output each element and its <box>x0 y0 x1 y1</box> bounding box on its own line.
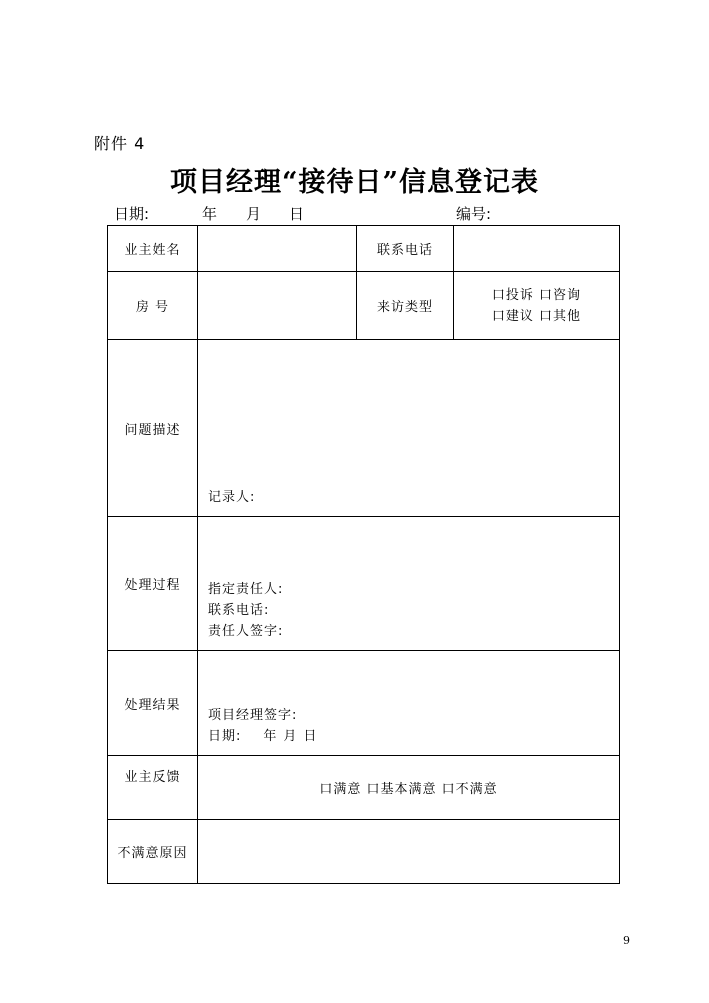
row-process <box>108 517 620 651</box>
result-day: 日 <box>303 729 318 744</box>
row-owner <box>108 226 620 272</box>
registration-form-table <box>107 225 620 884</box>
row-issue <box>108 340 620 517</box>
responsible-sign-label: 责任人签字: <box>208 624 284 639</box>
room-number-label: 房 号 <box>108 272 198 340</box>
process-phone-label: 联系电话: <box>208 603 270 618</box>
attachment-label: 附件 4 <box>94 134 146 153</box>
page-title: 项目经理“接待日”信息登记表 <box>169 167 540 198</box>
visit-type-options-line1[interactable]: 口投诉 口咨询 <box>491 287 582 303</box>
row-dissatisfaction <box>108 820 620 884</box>
assignee-label: 指定责任人: <box>208 582 284 597</box>
header-day: 日 <box>289 205 305 223</box>
pm-sign-label: 项目经理签字: <box>208 708 298 723</box>
feedback-options[interactable]: 口满意 口基本满意 口不满意 <box>198 756 620 820</box>
header-year: 年 <box>202 205 218 223</box>
row-feedback <box>108 756 620 820</box>
row-room <box>108 272 620 340</box>
result-field[interactable] <box>198 651 620 756</box>
issue-description-field[interactable] <box>198 340 620 517</box>
result-date-line <box>208 726 619 747</box>
contact-phone-label: 联系电话 <box>357 226 454 272</box>
visit-type-options-line2[interactable]: 口建议 口其他 <box>491 308 582 324</box>
result-year: 年 <box>263 729 278 744</box>
contact-phone-field[interactable] <box>454 226 620 272</box>
dissatisfaction-reason-field[interactable] <box>198 820 620 884</box>
feedback-label: 业主反馈 <box>108 756 198 820</box>
header-serial-label: 编号: <box>456 205 492 223</box>
header-month: 月 <box>246 205 262 223</box>
header-date-label: 日期: <box>114 205 150 223</box>
room-number-field[interactable] <box>198 272 357 340</box>
owner-name-label: 业主姓名 <box>108 226 198 272</box>
process-field[interactable] <box>198 517 620 651</box>
result-month: 月 <box>283 729 298 744</box>
result-date-label: 日期: <box>208 729 242 744</box>
result-label: 处理结果 <box>108 651 198 756</box>
visit-type-label: 来访类型 <box>357 272 454 340</box>
owner-name-field[interactable] <box>198 226 357 272</box>
process-label: 处理过程 <box>108 517 198 651</box>
recorder-label: 记录人: <box>208 490 256 505</box>
row-result <box>108 651 620 756</box>
page-number: 9 <box>623 934 630 947</box>
issue-description-label: 问题描述 <box>108 340 198 517</box>
dissatisfaction-reason-label: 不满意原因 <box>108 820 198 884</box>
visit-type-options[interactable] <box>454 272 620 340</box>
